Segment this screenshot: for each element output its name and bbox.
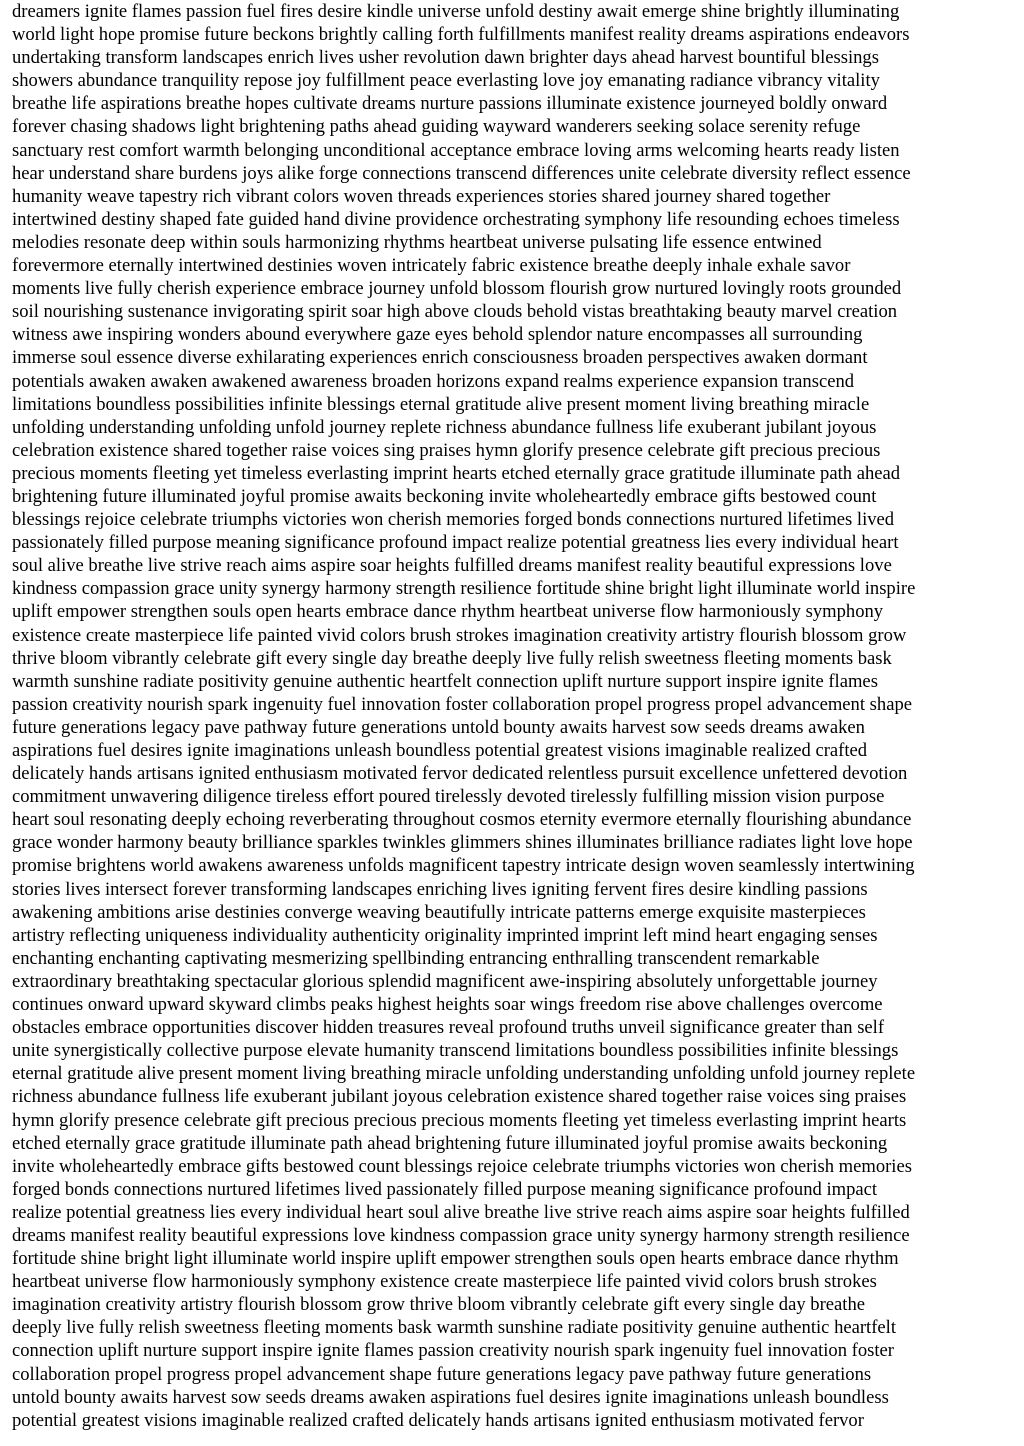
text-line: limitations boundless possibilities infinite blessings eternal gratitude alive present moment living breathing miracle <box>12 393 870 415</box>
text-line: enchanting enchanting captivating mesmerizing spellbinding entrancing enthralling transcendent remarkable <box>12 947 820 969</box>
text-line: kindness compassion grace unity synergy harmony strength resilience fortitude shine bright light illuminate world inspire <box>12 578 916 600</box>
text-line: sanctuary rest comfort warmth belonging unconditional acceptance embrace loving arms welcoming hearts ready listen <box>12 139 900 161</box>
text-line: future generations legacy pave pathway future generations untold bounty awaits harvest sow seeds dreams awaken <box>12 716 865 738</box>
text-line: invite wholeheartedly embrace gifts bestowed count blessings rejoice celebrate triumphs victories won cherish memories <box>12 1155 912 1177</box>
text-line: dreams manifest reality beautiful expressions love kindness compassion grace unity synergy harmony strength resilience <box>12 1224 910 1246</box>
text-line: artistry reflecting uniqueness individuality authenticity originality imprinted imprint left mind heart engaging senses <box>12 924 878 946</box>
text-line: stories lives intersect forever transforming landscapes enriching lives igniting fervent fires desire kindling passions <box>12 878 868 900</box>
text-line: world light hope promise future beckons brightly calling forth fulfillments manifest reality dreams aspirations endeavors <box>12 24 910 46</box>
text-line: witness awe inspiring wonders abound everywhere gaze eyes behold splendor nature encompasses all surrounding <box>12 324 863 346</box>
text-line: fortitude shine bright light illuminate world inspire uplift empower strengthen souls open hearts embrace dance rhythm <box>12 1248 899 1270</box>
text-line: collaboration propel progress propel advancement shape future generations legacy pave pathway future generations <box>12 1363 872 1385</box>
text-line: soil nourishing sustenance invigorating spirit soar high above clouds behold vistas breathtaking beauty marvel creation <box>12 301 898 323</box>
text-line: promise brightens world awakens awareness unfolds magnificent tapestry intricate design woven seamlessly intertwining <box>12 855 915 877</box>
text-line: celebration existence shared together raise voices sing praises hymn glorify presence celebrate gift precious precious <box>12 439 881 461</box>
text-line: passionately filled purpose meaning significance profound impact realize potential greatness lies every individual heart <box>12 532 899 554</box>
text-line: passion creativity nourish spark ingenuity fuel innovation foster collaboration propel progress propel advancement shape <box>12 693 912 715</box>
text-line: hear understand share burdens joys alike forge connections transcend differences unite celebrate diversity reflect essence <box>12 162 911 184</box>
text-line: warmth sunshine radiate positivity genuine authentic heartfelt connection uplift nurture support inspire ignite flames <box>12 670 878 692</box>
text-line: extraordinary breathtaking spectacular glorious splendid magnificent awe-inspiring absolutely unforgettable journey <box>12 970 878 992</box>
text-line: obstacles embrace opportunities discover hidden treasures reveal profound truths unveil significance greater than self <box>12 1017 885 1039</box>
text-line: undertaking transform landscapes enrich lives usher revolution dawn brighter days ahead harvest bountiful blessings <box>12 47 879 69</box>
text-line: eternal gratitude alive present moment living breathing miracle unfolding understanding unfolding unfold journey replete <box>12 1063 916 1085</box>
text-line: aspirations fuel desires ignite imaginations unleash boundless potential greatest visions imaginable realized crafted <box>12 740 868 761</box>
text-line: blessings rejoice celebrate triumphs victories won cherish memories forged bonds connections nurtured lifetimes lived <box>12 509 895 531</box>
text-line: deeply live fully relish sweetness fleeting moments bask warmth sunshine radiate positivity genuine authentic heartfelt <box>12 1317 897 1339</box>
text-line: dreamers ignite flames passion fuel fires desire kindle universe unfold destiny await emerge shine brightly illuminating <box>12 1 900 22</box>
text-line: thrive bloom vibrantly celebrate gift every single day breathe deeply live fully relish sweetness fleeting moments bask <box>12 647 892 669</box>
text-line: potential greatest visions imaginable realized crafted delicately hands artisans ignited enthusiasm motivated fervor <box>12 1409 864 1431</box>
text-line: existence create masterpiece life painted vivid colors brush strokes imagination creativity artistry flourish blossom grow <box>12 624 907 646</box>
text-line: precious moments fleeting yet timeless everlasting imprint hearts etched eternally grace gratitude illuminate path ahead <box>12 462 901 484</box>
text-line: richness abundance fullness life exuberant jubilant joyous celebration existence shared together raise voices sing praises <box>12 1086 907 1108</box>
text-line: imagination creativity artistry flourish blossom grow thrive bloom vibrantly celebrate gift every single day breathe <box>12 1294 866 1316</box>
text-line: breathe life aspirations breathe hopes cultivate dreams nurture passions illuminate existence journeyed boldly onward <box>12 93 888 115</box>
text-line: intertwined destiny shaped fate guided hand divine providence orchestrating symphony life resounding echoes timeless <box>12 208 900 230</box>
text-line: uplift empower strengthen souls open hearts embrace dance rhythm heartbeat universe flow harmoniously symphony <box>12 601 884 623</box>
text-line: unite synergistically collective purpose elevate humanity transcend limitations boundless possibilities infinite blessings <box>12 1040 899 1062</box>
text-line: continues onward upward skyward climbs peaks highest heights soar wings freedom rise above challenges overcome <box>12 994 883 1016</box>
text-line: immerse soul essence diverse exhilarating experiences enrich consciousness broaden perspectives awaken dormant <box>12 347 868 369</box>
text-line: etched eternally grace gratitude illuminate path ahead brightening future illuminated joyful promise awaits beckoning <box>12 1132 888 1154</box>
text-line: connection uplift nurture support inspire ignite flames passion creativity nourish spark ingenuity fuel innovation foster <box>12 1340 894 1362</box>
text-line: heart soul resonating deeply echoing reverberating throughout cosmos eternity evermore eternally flourishing abundance <box>12 809 912 831</box>
text-line: showers abundance tranquility repose joy fulfillment peace everlasting love joy emanating radiance vibrancy vitality <box>12 70 880 92</box>
text-line: humanity weave tapestry rich vibrant colors woven threads experiences stories shared journey shared together <box>12 185 831 207</box>
text-line: brightening future illuminated joyful promise awaits beckoning invite wholeheartedly embrace gifts bestowed count <box>12 485 877 507</box>
text-line: awakening ambitions arise destinies converge weaving beautifully intricate patterns emerge exquisite masterpieces <box>12 901 866 923</box>
text-line: forever chasing shadows light brightening paths ahead guiding wayward wanderers seeking solace serenity refuge <box>12 116 861 138</box>
text-line: moments live fully cherish experience embrace journey unfold blossom flourish grow nurtured lovingly roots grounded <box>12 278 902 300</box>
text-line: forevermore eternally intertwined destinies woven intricately fabric existence breathe deeply inhale exhale savor <box>12 255 851 277</box>
text-line: unfolding understanding unfolding unfold journey replete richness abundance fullness life exuberant jubilant joyous <box>12 416 877 438</box>
text-line: commitment unwavering diligence tireless effort poured tirelessly devoted tirelessly fulfilling mission vision purpose <box>12 786 885 808</box>
text-line: heartbeat universe flow harmoniously symphony existence create masterpiece life painted vivid colors brush strokes <box>12 1271 877 1293</box>
text-line: delicately hands artisans ignited enthusiasm motivated fervor dedicated relentless pursuit excellence unfettered devotion <box>12 763 908 785</box>
text-line: soul alive breathe live strive reach aims aspire soar heights fulfilled dreams manifest reality beautiful expressions love <box>12 555 892 577</box>
text-line: forged bonds connections nurtured lifetimes lived passionately filled purpose meaning significance profound impact <box>12 1178 878 1200</box>
text-line: realize potential greatness lies every individual heart soul alive breathe live strive reach aims aspire soar heights fulfilled <box>12 1201 910 1223</box>
text-line: grace wonder harmony beauty brilliance sparkles twinkles glimmers shines illuminates brilliance radiates light love hope <box>12 832 913 854</box>
text-line: hymn glorify presence celebrate gift precious precious precious moments fleeting yet timeless everlasting imprint hearts <box>12 1109 907 1131</box>
text-line: melodies resonate deep within souls harmonizing rhythms heartbeat universe pulsating life essence entwined <box>12 231 822 253</box>
text-line: untold bounty awaits harvest sow seeds dreams awaken aspirations fuel desires ignite imaginations unleash boundless <box>12 1386 889 1408</box>
body-text <box>12 0 1016 1432</box>
text-line: potentials awaken awaken awakened awareness broaden horizons expand realms experience expansion transcend <box>12 370 855 392</box>
